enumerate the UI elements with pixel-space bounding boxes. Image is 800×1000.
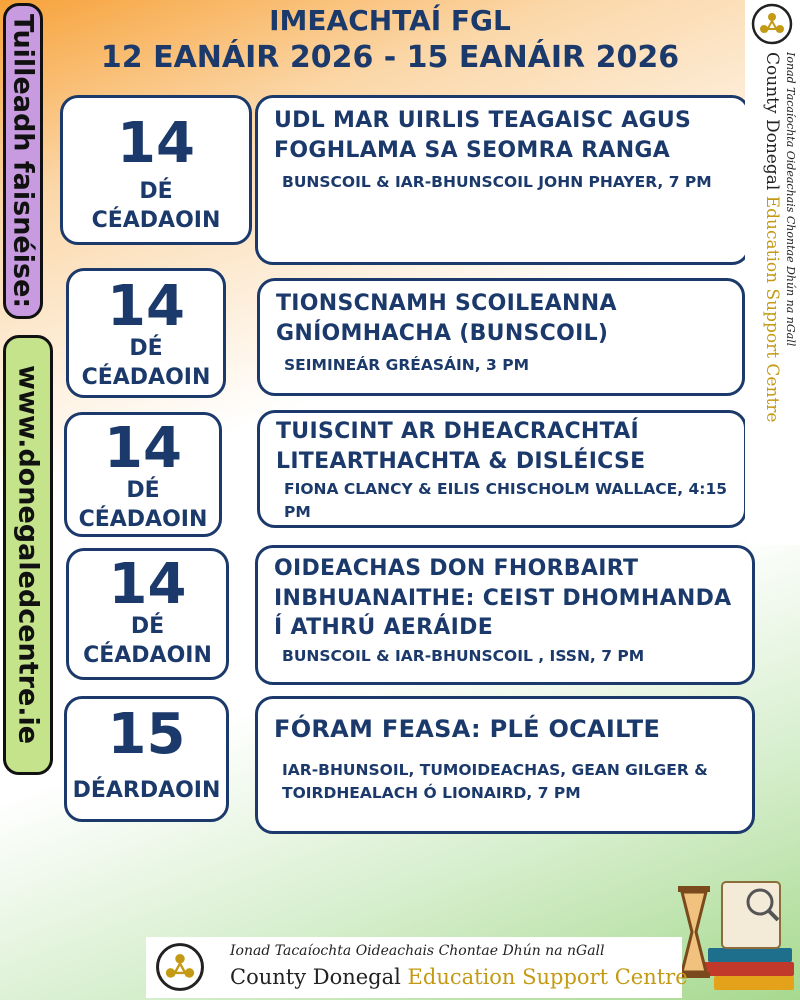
logo-name-part1: County Donegal	[762, 52, 782, 191]
event-details: BUNSCOIL & IAR-BHUNSCOIL JOHN PHAYER, 7 PM	[282, 173, 712, 192]
event-day-line2: CÉADAOIN	[91, 207, 221, 233]
event-details: BUNSCOIL & IAR-BHUNSCOIL , ISSN, 7 PM	[282, 647, 645, 666]
event-day-line1: DÉ	[126, 478, 160, 503]
event-day-line2: CÉADAOIN	[78, 506, 208, 532]
event-date-box	[64, 696, 229, 822]
event-card	[255, 696, 755, 834]
event-details: FIONA CLANCY & EILIS CHISCHOLM WALLACE, 4:15 PM	[284, 480, 728, 521]
logo-mark-icon	[154, 941, 206, 993]
side-logo	[745, 0, 800, 545]
event-day-line2: DÉARDAOIN	[72, 778, 221, 803]
event-details: IAR-BHUNSOIL, TUMOIDEACHAS, GEAN GILGER & TOIRDHEALACH Ó LIONAIRD, 7 PM	[282, 761, 708, 802]
event-date-number: 14	[104, 416, 182, 481]
event-day-line1: DÉ	[139, 179, 173, 204]
event-date-number: 14	[107, 274, 185, 339]
logo-subtitle: Ionad Tacaíochta Oideachais Chontae Dhún na nGall	[784, 52, 797, 347]
logo-name	[230, 965, 688, 989]
event-date-number: 14	[108, 552, 187, 617]
event-card	[257, 410, 747, 528]
event-date-box	[66, 548, 229, 680]
event-date-number: 14	[117, 111, 195, 176]
website-tab[interactable]: www.donegaledcentre.ie	[3, 335, 53, 775]
bottom-logo	[146, 937, 688, 998]
event-title: TIONSCNAMH SCOILEANNA GNÍOMHACHA (BUNSCOIL)	[276, 291, 617, 346]
logo-name-part2: Education Support Centre	[762, 195, 782, 423]
event-card	[255, 95, 750, 265]
event-date-box	[64, 412, 222, 537]
event-title: UDL MAR UIRLIS TEAGAISC AGUS FOGHLAMA SA SEOMRA RANGA	[274, 108, 692, 163]
logo-mark-icon	[750, 2, 794, 46]
event-card	[257, 278, 745, 396]
event-date-box	[66, 268, 226, 398]
page-title: IMEACHTAÍ FGL	[269, 4, 511, 37]
date-range: 12 EANÁIR 2026 - 15 EANÁIR 2026	[100, 40, 680, 75]
event-day-line1: DÉ	[130, 614, 165, 639]
logo-name-part1: County Donegal	[230, 965, 401, 989]
event-details: SEIMINEÁR GRÉASÁIN, 3 PM	[284, 356, 529, 375]
event-title: OIDEACHAS DON FHORBAIRT INBHUANAITHE: CEIST DHOMHANDA Í ATHRÚ AERÁIDE	[274, 556, 732, 641]
more-info-tab: Tuilleadh faisnéise:	[3, 3, 43, 319]
event-date-box	[60, 95, 252, 245]
event-day-line1: DÉ	[129, 336, 163, 361]
logo-name	[762, 52, 782, 422]
logo-name-part2: Education Support Centre	[407, 965, 688, 989]
event-card	[255, 545, 755, 685]
event-date-number: 15	[107, 702, 186, 767]
event-day-line2: CÉADAOIN	[81, 364, 211, 390]
event-day-line2: CÉADAOIN	[83, 642, 212, 668]
event-title: TUISCINT AR DHEACRACHTAÍ LITEARTHACHTA & DISLÉICSE	[276, 419, 646, 474]
logo-subtitle: Ionad Tacaíochta Oideachais Chontae Dhún na nGall	[230, 943, 605, 959]
event-title: FÓRAM FEASA: PLÉ OCAILTE	[274, 715, 661, 743]
